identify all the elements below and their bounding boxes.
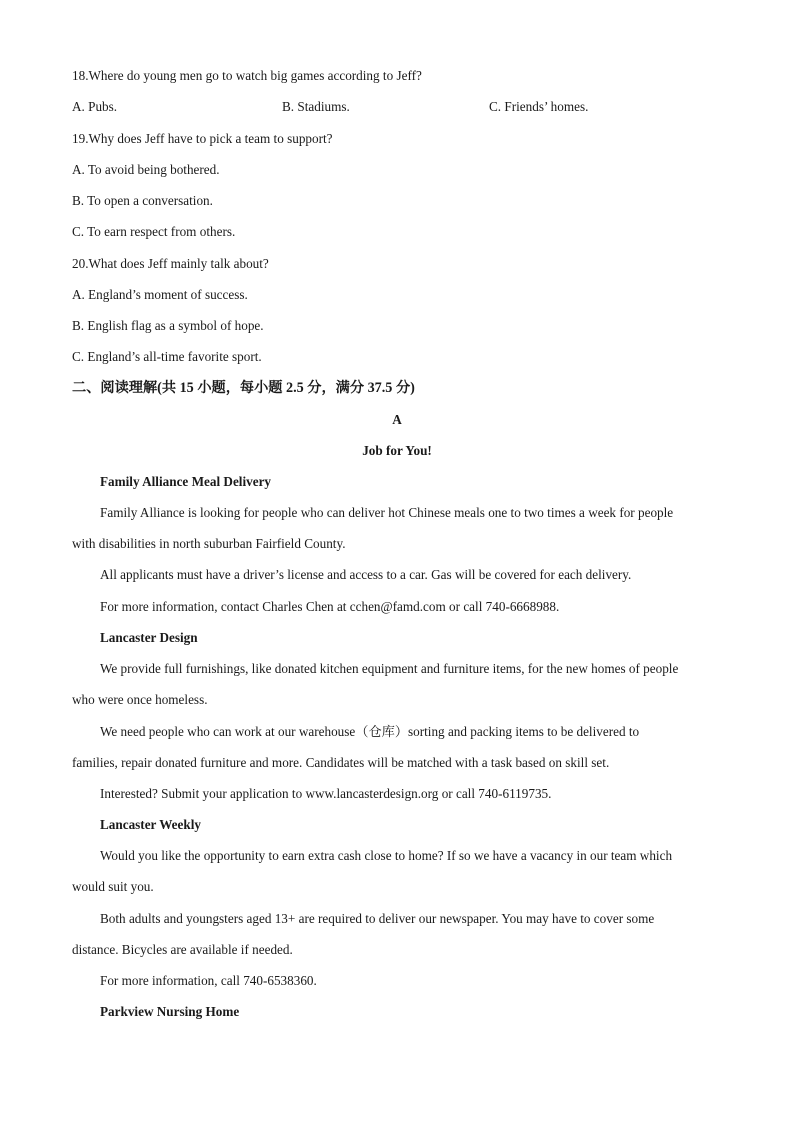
question-20: 20.What does Jeff mainly talk about? [72, 256, 269, 271]
ad-text: distance. Bicycles are available if needed. [72, 942, 293, 957]
option-19-b: B. To open a conversation. [72, 193, 213, 208]
document-page [72, 0, 722, 1123]
ad-heading-lancaster-weekly: Lancaster Weekly [100, 817, 201, 832]
question-18: 18.Where do young men go to watch big games according to Jeff? [72, 68, 422, 83]
ad-text: We provide full furnishings, like donated kitchen equipment and furniture items, for the new homes of people [100, 661, 679, 676]
ad-heading-family-alliance: Family Alliance Meal Delivery [100, 474, 272, 489]
option-18-a: A. Pubs. [72, 99, 118, 114]
option-19-a: A. To avoid being bothered. [72, 162, 220, 177]
ad-heading-parkview-nursing-home: Parkview Nursing Home [100, 1004, 240, 1019]
question-19: 19.Why does Jeff have to pick a team to support? [72, 131, 333, 146]
ad-text: All applicants must have a driver’s license and access to a car. Gas will be covered for each delivery. [100, 567, 632, 582]
ad-text: We need people who can work at our warehouse（仓库）sorting and packing items to be delivered to [100, 724, 640, 739]
ad-contact: For more information, call 740-6538360. [100, 973, 317, 988]
option-20-b: B. English flag as a symbol of hope. [72, 318, 264, 333]
ad-heading-lancaster-design: Lancaster Design [100, 630, 198, 645]
ad-text: who were once homeless. [72, 692, 208, 707]
option-18-c: C. Friends’ homes. [489, 99, 589, 114]
ad-text: Family Alliance is looking for people who can deliver hot Chinese meals one to two times a week for people [100, 505, 674, 520]
passage-letter: A [392, 412, 402, 427]
ad-contact: For more information, contact Charles Chen at cchen@famd.com or call 740-6668988. [100, 599, 560, 614]
option-19-c: C. To earn respect from others. [72, 224, 236, 239]
question-18-options [72, 99, 589, 115]
ad-text: Both adults and youngsters aged 13+ are required to deliver our newspaper. You may have to cover some [100, 911, 655, 926]
passage-title: Job for You! [362, 443, 432, 458]
ad-text: would suit you. [72, 879, 154, 894]
section-title: 二、阅读理解(共 15 小题，每小题 2.5 分，满分 37.5 分) [72, 380, 415, 396]
ad-text: with disabilities in north suburban Fairfield County. [72, 536, 346, 551]
ad-contact: Interested? Submit your application to www.lancasterdesign.org or call 740-6119735. [100, 786, 552, 801]
option-20-a: A. England’s moment of success. [72, 287, 248, 302]
option-18-b: B. Stadiums. [282, 99, 350, 114]
option-20-c: C. England’s all-time favorite sport. [72, 349, 262, 364]
ad-text: families, repair donated furniture and more. Candidates will be matched with a task based on skill set. [72, 755, 610, 770]
ad-text: Would you like the opportunity to earn extra cash close to home? If so we have a vacancy in our team which [100, 848, 673, 863]
